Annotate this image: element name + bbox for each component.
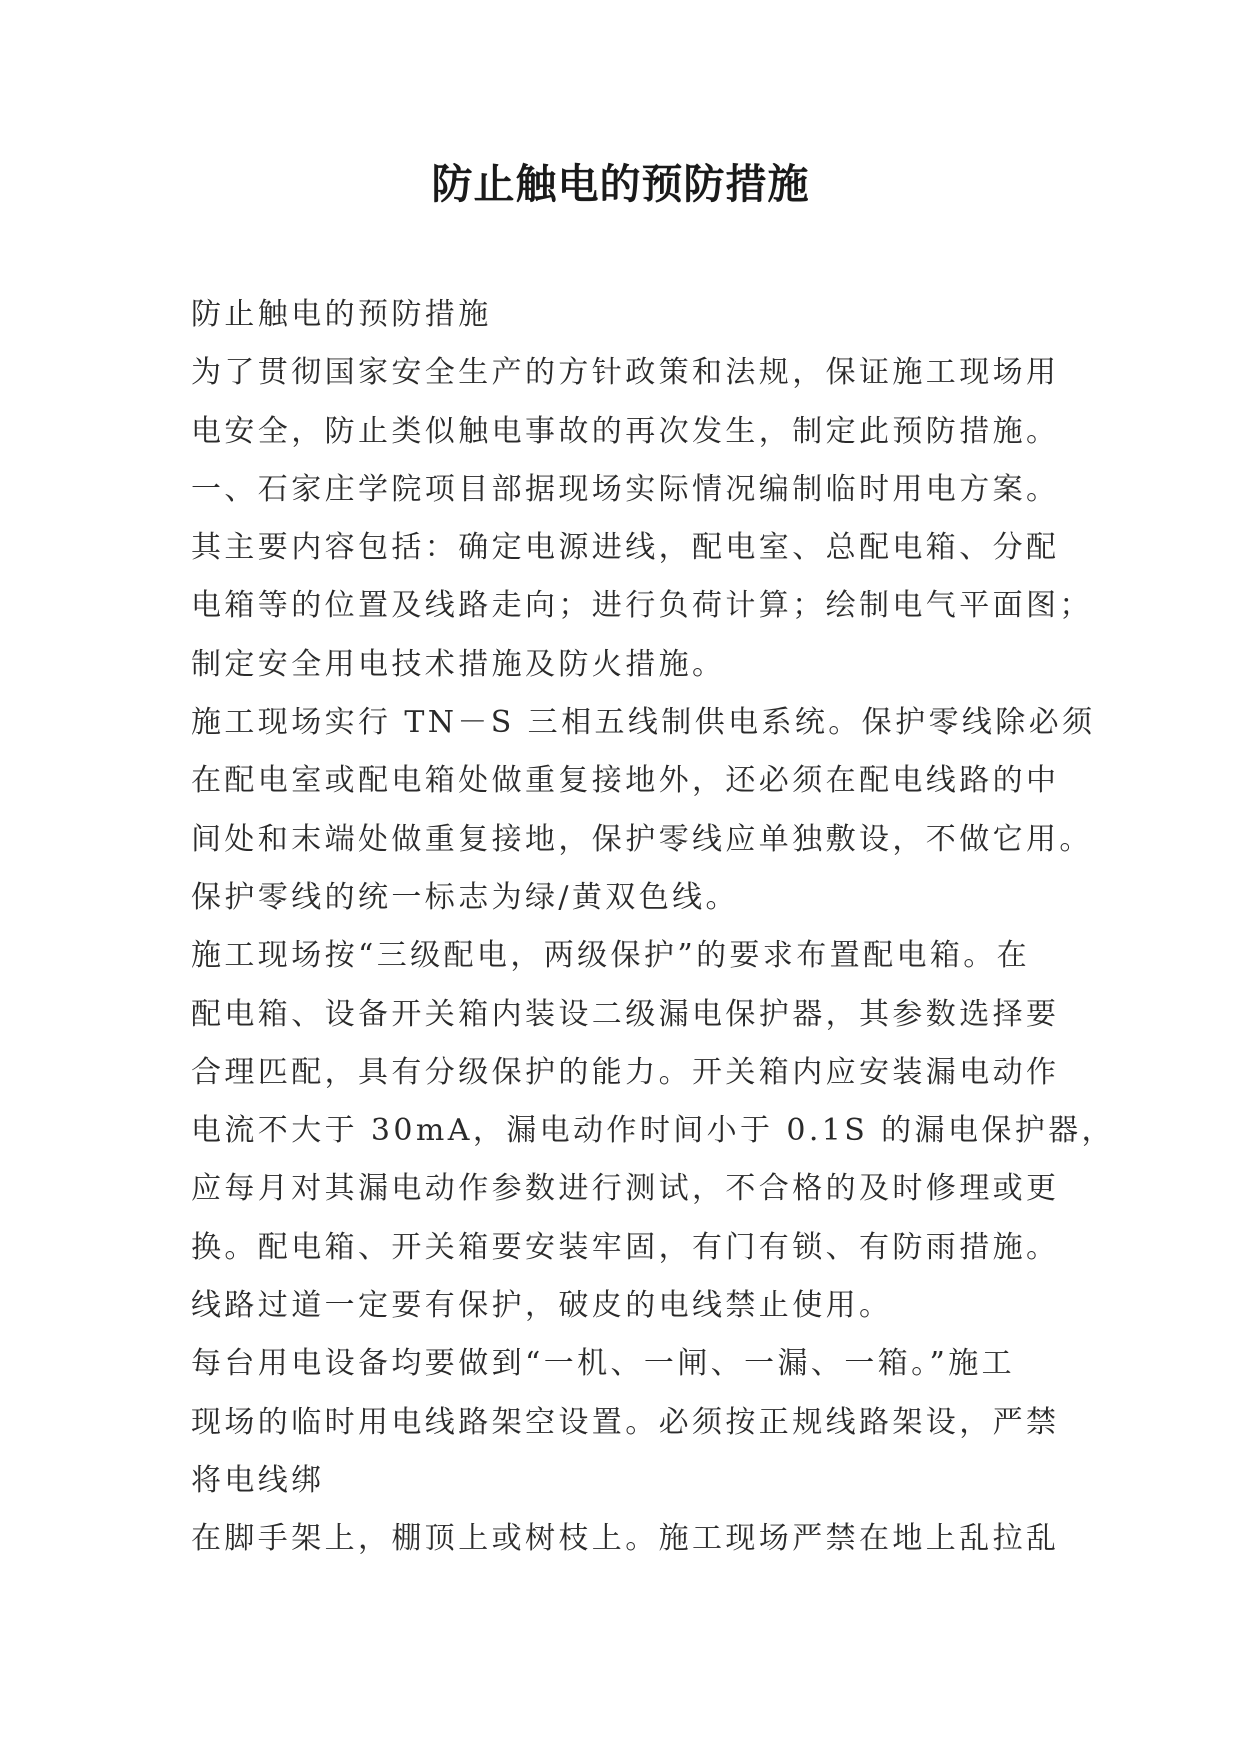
paragraph-line: 保护零线的统一标志为绿/黄双色线。	[191, 879, 739, 915]
paragraph-line: 一、石家庄学院项目部据现场实际情况编制临时用电方案。	[191, 471, 1060, 507]
paragraph-line: 在脚手架上，棚顶上或树枝上。施工现场严禁在地上乱拉乱	[191, 1521, 1060, 1557]
paragraph-line: 应每月对其漏电动作参数进行测试，不合格的及时修理或更	[191, 1171, 1060, 1207]
paragraph-line: 换。配电箱、开关箱要安装牢固，有门有锁、有防雨措施。	[191, 1229, 1060, 1265]
paragraph-line: 配电箱、设备开关箱内装设二级漏电保护器，其参数选择要	[191, 996, 1060, 1032]
paragraph-line: 电安全，防止类似触电事故的再次发生，制定此预防措施。	[191, 413, 1060, 449]
paragraph-line: 为了贯彻国家安全生产的方针政策和法规，保证施工现场用	[191, 355, 1060, 391]
paragraph-line: 每台用电设备均要做到“一机、一闸、一漏、一箱。”施工	[191, 1346, 1016, 1382]
paragraph-line: 将电线绑	[191, 1462, 325, 1498]
paragraph-line: 合理匹配，具有分级保护的能力。开关箱内应安装漏电动作	[191, 1054, 1060, 1090]
paragraph-line: 电流不大于 30mA，漏电动作时间小于 0.1S 的漏电保护器，	[191, 1113, 1115, 1149]
document-title: 防止触电的预防措施	[431, 160, 810, 208]
paragraph-line: 线路过道一定要有保护，破皮的电线禁止使用。	[191, 1288, 893, 1324]
paragraph-line: 现场的临时用电线路架空设置。必须按正规线路架设，严禁	[191, 1404, 1060, 1440]
paragraph-line: 防止触电的预防措施	[191, 297, 492, 332]
paragraph-line: 施工现场按“三级配电，两级保护”的要求布置配电箱。在	[191, 938, 1031, 974]
paragraph-line: 在配电室或配电箱处做重复接地外，还必须在配电线路的中	[191, 763, 1060, 799]
paragraph-line: 制定安全用电技术措施及防火措施。	[191, 646, 726, 682]
paragraph-line: 间处和末端处做重复接地，保护零线应单独敷设，不做它用。	[191, 821, 1093, 857]
document-body	[191, 286, 1115, 1569]
paragraph-line: 施工现场实行 TN－S 三相五线制供电系统。保护零线除必须	[191, 705, 1096, 741]
paragraph-line: 其主要内容包括：确定电源进线，配电室、总配电箱、分配	[191, 530, 1060, 566]
paragraph-line: 电箱等的位置及线路走向；进行负荷计算；绘制电气平面图；	[191, 588, 1093, 624]
